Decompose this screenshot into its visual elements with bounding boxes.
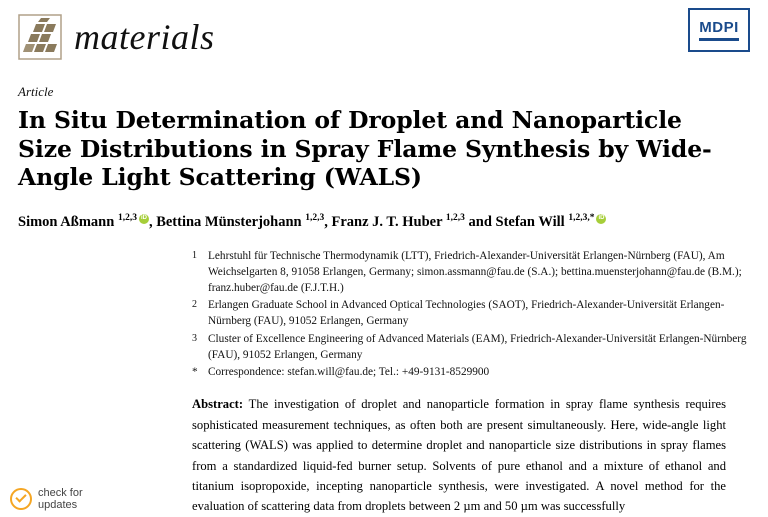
- affiliation-marker: 1: [192, 249, 197, 261]
- check-updates-line2: updates: [38, 499, 78, 512]
- abstract-section: [192, 394, 726, 516]
- author-list: Simon Aßmann $^{1,2,3}$ iD , Bettina Münsterjohann $^{1,2,3}$, Franz J. T. Huber $^{1,2,3}$ and Stefan Will $^{1,2,3,*}$iD: [18, 212, 750, 232]
- journal-title: materials: [74, 17, 215, 57]
- check-updates-line1: check for: [38, 486, 83, 499]
- affiliation-marker: 3: [192, 332, 197, 344]
- affiliation-text: Lehrstuhl für Technische Thermodynamik (LTT), Friedrich-Alexander-Universität Erlangen-Nürnberg (FAU), Am Weichselgarten 8, 91058 Erlangen, Germany; simon.assmann@fau.de (S.A.); bettina.muensterjohann@fau.de (B.M.); franz.huber@fau.de (F.J.T.H.): [208, 249, 742, 294]
- check-for-updates-badge[interactable]: [10, 487, 160, 512]
- affiliation-text: Erlangen Graduate School in Advanced Optical Technologies (SAOT), Friedrich-Alexander-Universität Erlangen-Nürnberg (FAU), 91052 Erlangen, Germany: [208, 299, 725, 328]
- affiliation-marker: 2: [192, 299, 197, 311]
- journal-logo[interactable]: [18, 14, 215, 60]
- affiliation-list: [192, 248, 750, 381]
- affiliation-item: [192, 297, 750, 329]
- mdpi-publisher-logo[interactable]: [688, 8, 750, 52]
- orcid-icon[interactable]: [139, 214, 149, 224]
- check-circle-icon: [10, 488, 32, 510]
- journal-masthead: [18, 0, 750, 68]
- affiliation-item: [192, 331, 750, 363]
- article-type-label: Article: [18, 84, 54, 99]
- abstract-text: The investigation of droplet and nanoparticle formation in spray flame synthesis requires sophisticated measurement techniques, as often both are present simultaneously. Here, wide-angle light scattering (WALS) was applied to determine droplet and nanoparticle size distributions in spray flames from a standardized liquid-fed burner setup. Solvents of pure ethanol and a mixture of ethanol and titanium isopropoxide, incepting nanoparticle synthesis, were investigated. A novel method for the evaluation of scattering data from droplets between 2 µm and 50 µm was successfully: [192, 397, 726, 514]
- check-for-updates-text: [38, 487, 83, 512]
- orcid-icon[interactable]: [596, 214, 606, 224]
- page-title: In Situ Determination of Droplet and Nanoparticle Size Distributions in Spray Flame Synthesis by Wide-Angle Light Scattering (WALS): [18, 106, 712, 192]
- mdpi-logo-bar: [699, 38, 739, 41]
- affiliation-text: Cluster of Excellence Engineering of Advanced Materials (EAM), Friedrich-Alexander-Universität Erlangen-Nürnberg (FAU), 91052 Erlangen, Germany: [208, 332, 747, 361]
- affiliation-text: Correspondence: stefan.will@fau.de; Tel.: +49-9131-8529900: [208, 366, 490, 379]
- affiliation-item: [192, 364, 750, 380]
- materials-journal-logo-icon: [18, 14, 62, 60]
- mdpi-logo-text: MDPI: [699, 18, 739, 36]
- affiliation-item: [192, 248, 750, 296]
- abstract-label: Abstract:: [192, 397, 244, 412]
- affiliation-marker: *: [192, 366, 198, 379]
